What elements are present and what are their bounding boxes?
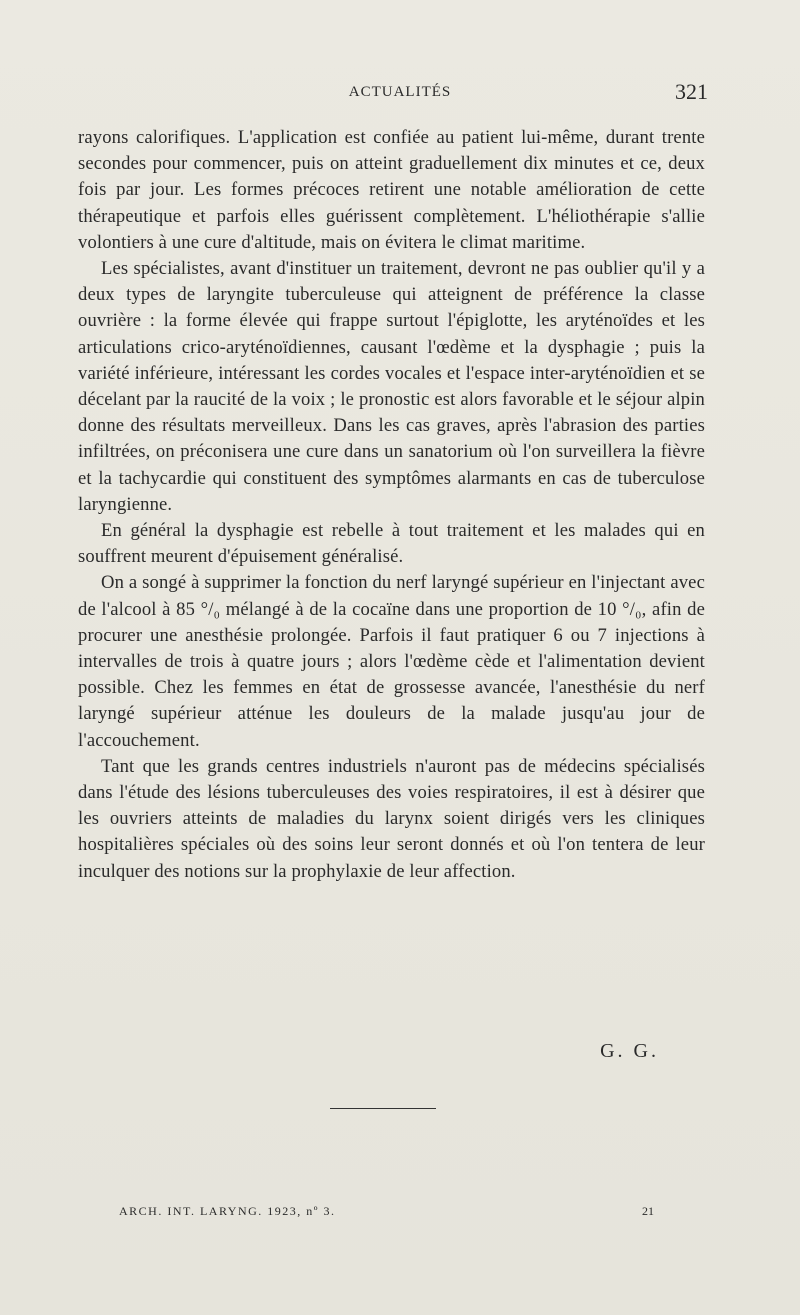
page-number: 321 (675, 79, 708, 104)
printer-signature-mark: 21 (642, 1204, 654, 1218)
paragraph: Tant que les grands centres industriels n'auront pas de médecins spécialisés dans l'étude des lésions tuberculeuses des voies respiratoires, il est à désirer que les ouvriers atteints de maladies du larynx soient dirigés vers les cliniques hospitalières spéciales où des soins leur seront donnés et où l'on tentera de leur inculquer des notions sur la prophylaxie de leur affection. (78, 755, 705, 882)
author-signature: G. G. (600, 1040, 659, 1062)
paragraph: On a songé à supprimer la fonction du nerf laryngé supérieur en l'injectant avec de l'alcool à 85 °/₀ mélangé à de la cocaïne dans une proportion de 10 °/₀, afin de procurer une anesthésie prolongée. Parfois il faut pratiquer 6 ou 7 injections à intervalles de trois à quatre jours ; alors l'œdème cède et l'alimentation devient possible. Chez les femmes en état de grossesse avancée, l'anesthésie du nerf laryngé supérieur atténue les douleurs de la malade jusqu'au jour de l'accouchement. (78, 572, 705, 751)
paragraph: En général la dysphagie est rebelle à tout traitement et les malades qui en souffrent meurent d'épuisement généralisé. (78, 520, 705, 568)
section-divider (330, 1108, 436, 1109)
running-head (0, 78, 800, 108)
page-footer (0, 1204, 800, 1224)
article-body (78, 125, 705, 885)
journal-citation: ARCH. INT. LARYNG. 1923, nº 3. (119, 1204, 336, 1218)
paragraph: Les spécialistes, avant d'instituer un traitement, devront ne pas oublier qu'il y a deux types de laryngite tuberculeuse qui atteignent de préférence la classe ouvrière : la forme élevée qui frappe surtout l'épiglotte, les aryténoïdes et les articulations crico-aryténoïdiennes, causant l'œdème et la dysphagie ; puis la variété inférieure, intéressant les cordes vocales et l'espace inter-aryténoïdien et se décelant par la raucité de la voix ; le pronostic est alors favorable et le séjour alpin donne des résultats merveilleux. Dans les cas graves, après l'abrasion des parties infiltrées, on préconisera une cure dans un sanatorium où l'on surveillera la fièvre et la tachycardie qui constituent des symptômes alarmants en cas de tuberculose laryngienne. (78, 258, 705, 515)
running-title: ACTUALITÉS (348, 84, 452, 100)
paragraph: rayons calorifiques. L'application est confiée au patient lui-même, durant trente secondes pour commencer, puis on atteint graduellement dix minutes et ce, deux fois par jour. Les formes précoces retirent une notable amélioration de cette thérapeutique et parfois elles guérissent complètement. L'héliothérapie s'allie volontiers à une cure d'altitude, mais on évitera le climat maritime. (78, 127, 705, 253)
